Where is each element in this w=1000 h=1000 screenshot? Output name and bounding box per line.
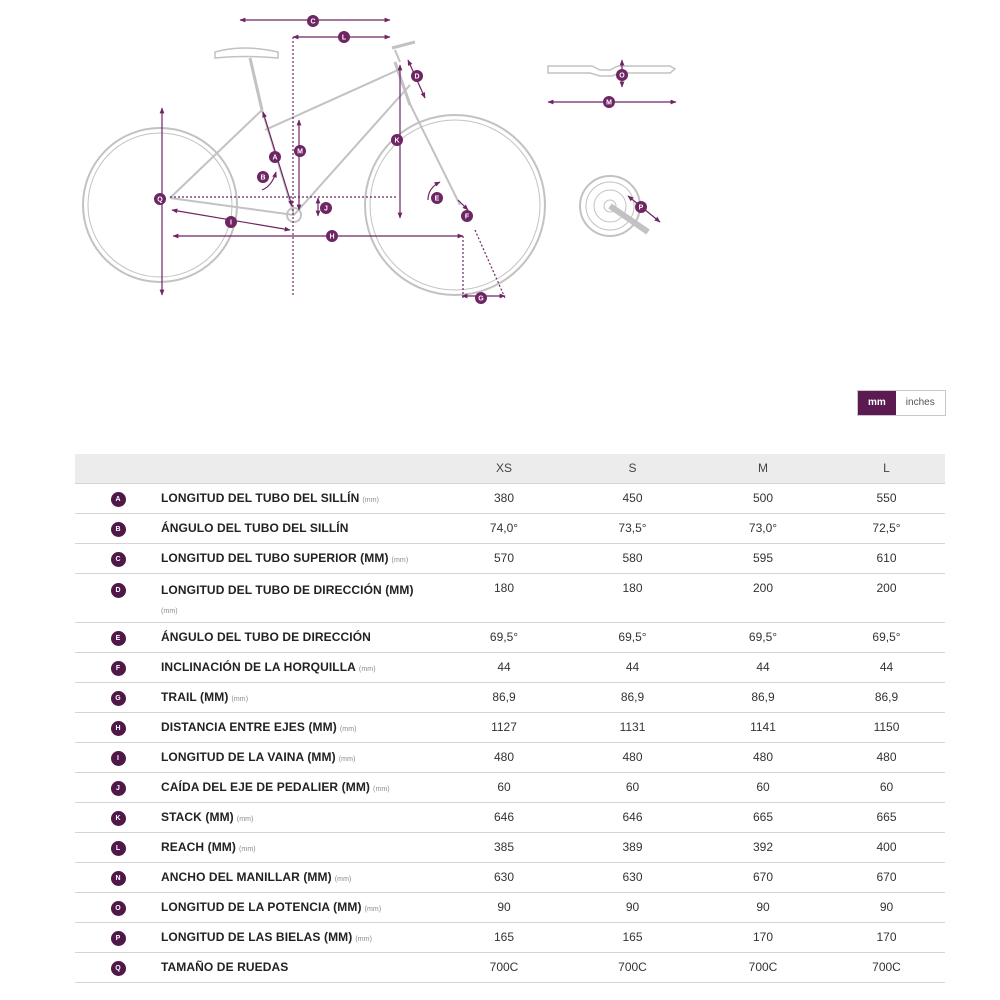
header-size-l: L [883, 461, 890, 476]
dimension-letter-badge: A [111, 492, 126, 507]
dimension-unit: (mm) [338, 756, 356, 763]
size-value-cell: 700C [618, 960, 647, 974]
row-letter-cell [75, 862, 161, 892]
size-value-cell: 44 [625, 660, 640, 674]
size-value-cell: 60 [879, 780, 894, 794]
geometry-table [75, 454, 945, 983]
dimension-unit: (mm) [391, 557, 409, 564]
size-value-cell: 69,5° [748, 630, 778, 644]
row-letter-cell [75, 543, 161, 573]
dimension-unit: (mm) [231, 696, 249, 703]
svg-text:E: E [434, 195, 440, 203]
dimension-name: ÁNGULO DEL TUBO DE DIRECCIÓN [161, 630, 371, 644]
size-value-cell: 170 [752, 930, 774, 944]
table-row [75, 682, 945, 712]
table-row [75, 543, 945, 573]
row-letter-cell [75, 682, 161, 712]
size-value-cell: 389 [622, 840, 643, 854]
marker-g [475, 292, 487, 304]
size-value-cell: 44 [879, 660, 894, 674]
svg-text:M: M [606, 99, 612, 107]
size-value-cell: 700C [872, 960, 901, 974]
table-row [75, 862, 945, 892]
header-size-m: M [758, 461, 768, 476]
dimension-letter-badge: N [111, 871, 126, 886]
row-letter-cell [75, 622, 161, 652]
size-value-cell: 74,0° [489, 521, 519, 535]
dimension-name-cell [161, 862, 441, 892]
dimension-name-cell [161, 892, 441, 922]
marker-l [338, 31, 350, 43]
row-letter-cell [75, 772, 161, 802]
row-letter-cell [75, 513, 161, 543]
svg-text:H: H [329, 233, 335, 241]
dimension-unit: (mm) [373, 786, 390, 793]
dimension-unit: (mm) [364, 906, 382, 913]
header-size-xs: XS [495, 461, 512, 476]
dimension-name: LONGITUD DEL TUBO DE DIRECCIÓN (MM) [161, 582, 414, 597]
unit-inches-button[interactable]: inches [896, 391, 945, 415]
dimension-unit: (mm) [161, 607, 178, 615]
marker-h [326, 230, 338, 242]
size-value-cell: 60 [756, 780, 770, 794]
dimension-unit: (mm) [236, 816, 254, 823]
size-value-cell: 86,9 [620, 690, 645, 704]
dimension-letter-badge: K [111, 811, 126, 826]
dimension-name-cell [161, 832, 441, 862]
size-value-cell: 73,0° [748, 521, 778, 535]
table-row [75, 652, 945, 682]
size-value-cell: 90 [497, 900, 511, 914]
size-value-cell: 180 [493, 580, 515, 595]
size-value-cell: 73,5° [618, 521, 647, 535]
marker-i [225, 216, 237, 228]
dimension-name-cell [161, 513, 441, 543]
dimension-letter-badge: O [111, 901, 126, 916]
marker-j [320, 202, 332, 214]
size-value-cell: 630 [493, 870, 515, 884]
dimension-name: ANCHO DEL MANILLAR (MM) [161, 870, 332, 884]
table-row [75, 952, 945, 982]
svg-text:D: D [414, 73, 420, 81]
table-row [75, 772, 945, 802]
bike-frame-drawing [83, 42, 675, 295]
size-value-cell: 165 [493, 930, 515, 944]
dimension-name-cell [161, 742, 441, 772]
marker-c [307, 15, 319, 27]
row-letter-cell [75, 922, 161, 952]
marker-m [294, 145, 306, 157]
dimension-name-cell [161, 682, 441, 712]
size-value-cell: 180 [622, 580, 643, 595]
size-value-cell: 170 [876, 930, 897, 944]
row-letter-cell [75, 652, 161, 682]
size-value-cell: 69,5° [489, 630, 519, 644]
size-value-cell: 200 [876, 580, 897, 595]
table-row [75, 742, 945, 772]
table-row [75, 573, 945, 622]
row-letter-cell [75, 802, 161, 832]
svg-text:K: K [394, 137, 400, 145]
svg-text:Q: Q [157, 196, 163, 204]
size-value-cell: 665 [752, 810, 774, 824]
size-value-cell: 69,5° [872, 630, 901, 644]
row-letter-cell [75, 742, 161, 772]
dimension-name-cell [161, 543, 441, 573]
dimension-name: REACH (MM) [161, 840, 236, 854]
geometry-table-body [75, 483, 945, 982]
svg-text:O: O [619, 72, 625, 80]
marker-d [411, 70, 423, 82]
size-value-cell: 570 [493, 551, 515, 565]
dimension-letter-badge: J [111, 781, 126, 796]
dimension-name-cell [161, 573, 441, 622]
header-size-s: S [628, 461, 637, 476]
size-value-cell: 646 [622, 810, 643, 824]
dimension-letter-badge: D [111, 583, 126, 598]
size-value-cell: 200 [752, 580, 774, 595]
dimension-name-cell [161, 622, 441, 652]
dimension-letter-badge: Q [111, 961, 126, 976]
svg-text:B: B [260, 174, 266, 182]
size-value-cell: 610 [876, 551, 897, 565]
size-value-cell: 700C [489, 960, 519, 974]
svg-text:I: I [230, 219, 232, 227]
size-value-cell: 595 [752, 551, 774, 565]
size-value-cell: 480 [752, 750, 774, 764]
svg-text:A: A [272, 154, 278, 162]
dimension-name: LONGITUD DE LA VAINA (MM) [161, 750, 336, 764]
size-value-cell: 60 [625, 780, 640, 794]
size-value-cell: 1150 [873, 720, 900, 734]
size-value-cell: 44 [756, 660, 770, 674]
row-letter-cell [75, 952, 161, 982]
table-row [75, 892, 945, 922]
svg-text:L: L [341, 34, 347, 42]
size-value-cell: 60 [497, 780, 511, 794]
svg-text:J: J [324, 205, 328, 213]
dimension-letter-badge: L [111, 841, 126, 856]
size-value-cell: 550 [876, 491, 897, 505]
table-row [75, 712, 945, 742]
header-name [161, 454, 441, 483]
size-value-cell: 480 [876, 750, 897, 764]
unit-toggle [857, 390, 946, 416]
dimension-name: DISTANCIA ENTRE EJES (MM) [161, 720, 337, 734]
table-row [75, 513, 945, 543]
row-letter-cell [75, 832, 161, 862]
marker-e [431, 192, 443, 204]
size-value-cell: 700C [748, 960, 778, 974]
size-value-cell: 480 [493, 750, 515, 764]
size-value-cell: 90 [625, 900, 640, 914]
dimension-name: LONGITUD DE LAS BIELAS (MM) [161, 930, 353, 944]
table-header-row [75, 454, 945, 483]
dimension-name: LONGITUD DEL TUBO DEL SILLÍN [161, 491, 360, 505]
dimension-unit: (mm) [358, 666, 376, 673]
size-value-cell: 165 [622, 930, 643, 944]
svg-text:F: F [464, 213, 470, 221]
svg-text:M: M [297, 148, 303, 156]
svg-text:C: C [310, 18, 316, 26]
dimension-unit: (mm) [362, 497, 380, 504]
size-value-cell: 86,9 [492, 690, 516, 704]
size-value-cell: 72,5° [872, 521, 901, 535]
dimension-name-cell [161, 802, 441, 832]
size-value-cell: 1131 [619, 720, 646, 734]
marker-k [391, 134, 403, 146]
size-value-cell: 480 [622, 750, 643, 764]
dimension-letter-badge: P [111, 931, 126, 946]
table-row [75, 922, 945, 952]
dimension-unit: (mm) [334, 876, 352, 883]
size-value-cell: 1141 [750, 720, 776, 734]
size-value-cell: 90 [879, 900, 894, 914]
dimension-letter-badge: E [111, 631, 126, 646]
dimension-name: LONGITUD DEL TUBO SUPERIOR (MM) [161, 551, 389, 565]
marker-q [154, 193, 166, 205]
marker-p [635, 201, 647, 213]
size-value-cell: 665 [876, 810, 897, 824]
table-row [75, 832, 945, 862]
row-letter-cell [75, 892, 161, 922]
dimension-name: TAMAÑO DE RUEDAS [161, 960, 289, 974]
table-row [75, 802, 945, 832]
svg-text:G: G [478, 295, 484, 303]
dimension-name: LONGITUD DE LA POTENCIA (MM) [161, 900, 362, 914]
size-value-cell: 380 [493, 491, 515, 505]
dimension-letter-badge: I [111, 751, 126, 766]
row-letter-cell [75, 712, 161, 742]
size-value-cell: 86,9 [751, 690, 775, 704]
size-value-cell: 400 [876, 840, 897, 854]
marker-o [616, 69, 628, 81]
size-value-cell: 500 [752, 491, 774, 505]
size-value-cell: 670 [752, 870, 774, 884]
table-row [75, 483, 945, 513]
dimension-name-cell [161, 652, 441, 682]
table-row [75, 622, 945, 652]
size-value-cell: 630 [622, 870, 643, 884]
dimension-letter-badge: B [111, 522, 126, 537]
dimension-name-cell [161, 922, 441, 952]
row-letter-cell [75, 573, 161, 622]
header-letter [75, 454, 161, 483]
size-value-cell: 670 [876, 870, 897, 884]
dimension-name-cell [161, 483, 441, 513]
dimension-name: STACK (MM) [161, 810, 234, 824]
dimension-name-cell [161, 712, 441, 742]
marker-n [603, 96, 615, 108]
size-value-cell: 385 [493, 840, 515, 854]
marker-a [269, 151, 281, 163]
dimension-letter-badge: F [111, 661, 126, 676]
size-value-cell: 450 [622, 491, 643, 505]
dimension-unit: (mm) [239, 846, 256, 853]
size-value-cell: 90 [756, 900, 770, 914]
dimension-name-cell [161, 772, 441, 802]
size-value-cell: 580 [622, 551, 643, 565]
size-value-cell: 1127 [491, 720, 517, 734]
unit-mm-button[interactable]: mm [858, 391, 896, 415]
dimension-unit: (mm) [355, 936, 373, 943]
bike-geometry-diagram [0, 0, 1000, 330]
size-value-cell: 646 [493, 810, 515, 824]
dimension-lines [162, 20, 676, 298]
dimension-name: TRAIL (MM) [161, 690, 229, 704]
size-value-cell: 44 [497, 660, 511, 674]
dimension-name: CAÍDA DEL EJE DE PEDALIER (MM) [161, 780, 371, 794]
size-value-cell: 69,5° [618, 630, 647, 644]
size-value-cell: 86,9 [874, 690, 899, 704]
dimension-name-cell [161, 952, 441, 982]
marker-b [257, 171, 269, 183]
marker-f [461, 210, 473, 222]
svg-text:P: P [638, 204, 644, 212]
dimension-name: INCLINACIÓN DE LA HORQUILLA [161, 660, 356, 674]
dimension-name: ÁNGULO DEL TUBO DEL SILLÍN [161, 521, 349, 535]
dimension-letter-badge: G [111, 691, 126, 706]
size-value-cell: 392 [752, 840, 774, 854]
row-letter-cell [75, 483, 161, 513]
dimension-letter-badge: C [111, 552, 126, 567]
dimension-letter-badge: H [111, 721, 126, 736]
dimension-unit: (mm) [339, 726, 357, 733]
